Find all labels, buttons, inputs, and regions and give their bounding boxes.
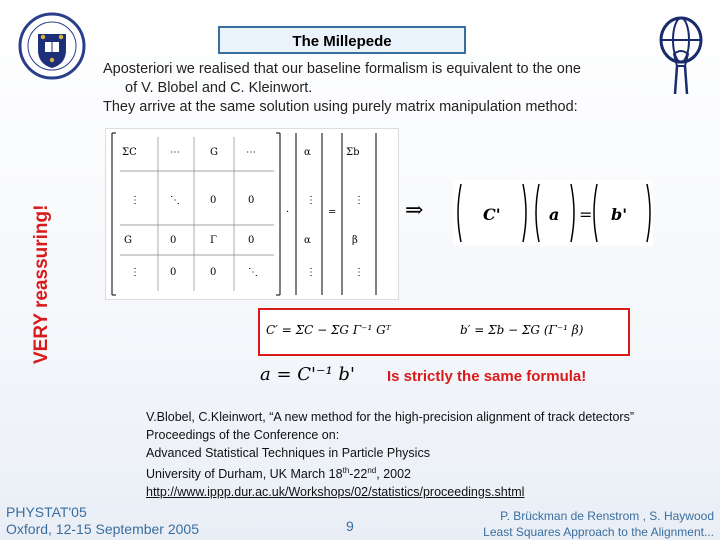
svg-text:G: G	[210, 147, 218, 158]
block-matrix-equation	[105, 128, 399, 300]
svg-text:·: ·	[286, 207, 290, 218]
reference-line-4: University of Durham, UK March 18th-22nd, 2002	[146, 466, 412, 482]
svg-text:ΣC: ΣC	[122, 147, 137, 158]
svg-text:=: =	[579, 205, 593, 224]
svg-text:b′ = Σb − ΣG (Γ⁻¹ β): b′ = Σb − ΣG (Γ⁻¹ β)	[460, 323, 584, 337]
svg-text:β: β	[352, 235, 358, 246]
svg-text:⋮: ⋮	[354, 195, 364, 206]
footer-left-line-2: Oxford, 12-15 September 2005	[6, 521, 200, 537]
intro-line-1: Aposteriori we realised that our baseline formalism is equivalent to the one	[103, 61, 581, 77]
side-note: VERY reassuring!	[31, 204, 52, 364]
svg-text:=: =	[328, 207, 337, 218]
footer-conference	[6, 504, 199, 538]
rhs-symbol: b'	[611, 205, 628, 224]
reference-line-1: V.Blobel, C.Kleinwort, “A new method for the high-precision alignment of track detectors”	[146, 410, 634, 424]
svg-text:⋮: ⋮	[130, 267, 140, 278]
svg-text:⋱: ⋱	[170, 195, 180, 206]
footer-right-line-1: P. Brückman de Renstrom , S. Haywood	[500, 509, 714, 523]
intro-line-3: They arrive at the same solution using purely matrix manipulation method:	[103, 99, 578, 115]
definitions-formula-box	[258, 308, 630, 356]
intro-line-2: of V. Blobel and C. Kleinwort.	[125, 80, 313, 96]
reference-line-2: Proceedings of the Conference on:	[146, 428, 340, 442]
svg-text:Γ: Γ	[210, 235, 217, 246]
implies-arrow: ⇒	[405, 198, 424, 223]
footer-authors	[478, 508, 714, 540]
svg-text:⋱: ⋱	[248, 267, 258, 278]
svg-text:0: 0	[170, 235, 177, 246]
slide-title: The Millepede	[218, 26, 466, 54]
svg-text:⋯: ⋯	[246, 147, 256, 158]
svg-text:C′ = ΣC − ΣG Γ⁻¹ Gᵀ: C′ = ΣC − ΣG Γ⁻¹ Gᵀ	[266, 323, 391, 337]
svg-text:0: 0	[210, 195, 217, 206]
page-number: 9	[346, 518, 354, 534]
reference-line-3: Advanced Statistical Techniques in Particle Physics	[146, 446, 430, 460]
mid-symbol: a	[549, 205, 560, 224]
svg-text:0: 0	[210, 267, 217, 278]
svg-text:⋮: ⋮	[130, 195, 140, 206]
atlas-experiment-logo	[656, 14, 706, 98]
proceedings-link[interactable]: http://www.ippp.dur.ac.uk/Workshops/02/statistics/proceedings.shtml	[146, 485, 525, 500]
svg-text:Σb: Σb	[346, 147, 360, 158]
svg-text:0: 0	[248, 235, 255, 246]
svg-text:α: α	[304, 147, 311, 158]
footer-right-line-2: Least Squares Approach to the Alignment...	[483, 525, 714, 539]
svg-text:α: α	[304, 235, 311, 246]
svg-text:⋮: ⋮	[354, 267, 364, 278]
reference-block	[146, 408, 716, 501]
footer-left-line-1: PHYSTAT'05	[6, 504, 87, 520]
intro-text	[103, 60, 663, 117]
solution-formula: a = C'⁻¹ b'	[260, 364, 355, 385]
svg-text:G: G	[124, 235, 132, 246]
svg-text:0: 0	[170, 267, 177, 278]
conclusion-text: Is strictly the same formula!	[387, 368, 587, 385]
oxford-crest-logo	[18, 10, 86, 82]
svg-text:0: 0	[248, 195, 255, 206]
lhs-symbol: C'	[483, 205, 501, 224]
svg-text:⋮: ⋮	[306, 267, 316, 278]
svg-text:⋯: ⋯	[170, 147, 180, 158]
svg-text:⋮: ⋮	[306, 195, 316, 206]
compact-equation	[453, 180, 653, 246]
